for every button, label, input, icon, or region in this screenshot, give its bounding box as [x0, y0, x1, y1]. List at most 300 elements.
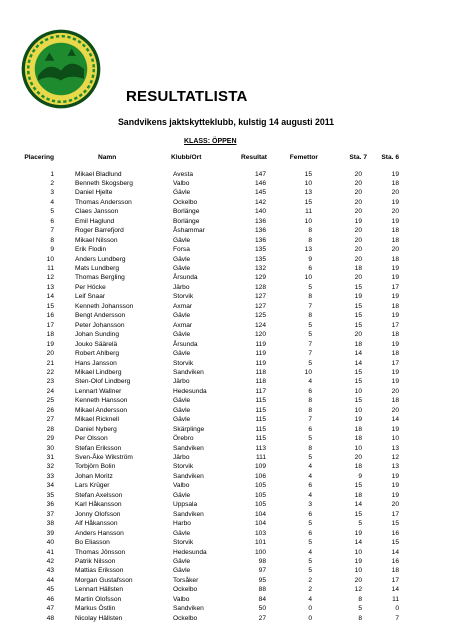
cell-sta6: 20	[391, 246, 399, 254]
cell-resultat: 103	[254, 529, 266, 537]
cell-name: Morgan Gustafsson	[75, 576, 133, 584]
cell-sta6: 17	[391, 283, 399, 291]
cell-femettor: 8	[308, 293, 312, 301]
cell-femettor: 10	[304, 368, 312, 376]
cell-sta6: 20	[391, 406, 399, 414]
cell-resultat: 135	[254, 246, 266, 254]
cell-name: Nicolay Hällsten	[75, 614, 123, 622]
table-row	[0, 207, 452, 217]
header-femettor: Femettor	[289, 154, 318, 161]
cell-club: Hedesunda	[173, 548, 207, 556]
cell-sta6: 18	[391, 227, 399, 235]
table-row	[0, 453, 452, 463]
table-header	[0, 153, 452, 163]
cell-name: Per Olsson	[75, 435, 108, 443]
cell-placering: 21	[46, 359, 54, 367]
cell-placering: 36	[46, 501, 54, 509]
cell-sta6: 16	[391, 557, 399, 565]
cell-sta6: 19	[391, 217, 399, 225]
cell-placering: 40	[46, 539, 54, 547]
cell-sta6: 20	[391, 208, 399, 216]
table-row	[0, 538, 452, 548]
cell-club: Storvik	[173, 293, 194, 301]
cell-femettor: 7	[308, 340, 312, 348]
cell-resultat: 136	[254, 236, 266, 244]
cell-sta7: 20	[354, 189, 362, 197]
cell-placering: 16	[46, 312, 54, 320]
cell-femettor: 6	[308, 265, 312, 272]
table-row	[0, 434, 452, 444]
cell-club: Sandviken	[173, 444, 204, 452]
header-sta7: Sta. 7	[349, 154, 367, 161]
cell-sta6: 13	[391, 444, 399, 452]
cell-sta7: 14	[354, 350, 362, 358]
cell-femettor: 5	[308, 435, 312, 443]
cell-sta7: 18	[354, 491, 362, 499]
table-row	[0, 264, 452, 274]
cell-placering: 23	[46, 378, 54, 386]
cell-club: Gävle	[173, 529, 191, 537]
cell-club: Gävle	[173, 557, 191, 565]
cell-placering: 31	[46, 454, 54, 461]
cell-club: Gävle	[173, 189, 191, 197]
cell-sta7: 18	[354, 425, 362, 433]
cell-name: Martin Olofsson	[75, 595, 122, 603]
cell-club: Årsunda	[173, 274, 198, 282]
cell-name: Johan Sunding	[75, 331, 119, 339]
cell-sta6: 20	[391, 387, 399, 395]
cell-sta6: 19	[391, 170, 399, 178]
cell-club: Harbo	[173, 520, 191, 528]
cell-name: Peter Johansson	[75, 321, 125, 329]
table-row	[0, 179, 452, 189]
cell-sta7: 18	[354, 463, 362, 471]
cell-resultat: 127	[254, 302, 266, 310]
cell-sta6: 15	[391, 520, 399, 528]
cell-name: Stefan Eriksson	[75, 444, 122, 452]
cell-sta6: 18	[391, 236, 399, 244]
cell-club: Hedesunda	[173, 387, 207, 395]
table-row	[0, 188, 452, 198]
table-row	[0, 387, 452, 397]
cell-resultat: 95	[258, 576, 266, 584]
cell-sta6: 10	[391, 435, 399, 443]
cell-name: Benneth Skogsberg	[75, 179, 133, 187]
cell-placering: 43	[46, 567, 54, 575]
cell-placering: 26	[46, 406, 54, 414]
cell-femettor: 5	[308, 567, 312, 575]
table-row	[0, 614, 452, 624]
cell-placering: 33	[46, 472, 54, 480]
cell-sta6: 18	[391, 397, 399, 405]
cell-sta6: 19	[391, 265, 399, 272]
cell-name: Anders Lundberg	[75, 255, 126, 263]
cell-femettor: 0	[308, 614, 312, 622]
table-row	[0, 245, 452, 255]
cell-femettor: 7	[308, 302, 312, 310]
cell-placering: 24	[46, 387, 54, 395]
cell-resultat: 111	[255, 454, 266, 461]
cell-name: Thomas Jönsson	[75, 548, 126, 556]
cell-femettor: 8	[308, 397, 312, 405]
cell-club: Gävle	[173, 255, 191, 263]
cell-sta7: 5	[358, 605, 362, 613]
cell-placering: 48	[46, 614, 54, 622]
cell-resultat: 118	[255, 378, 266, 386]
cell-name: Alf Håkansson	[75, 520, 118, 528]
cell-sta7: 19	[354, 217, 362, 225]
cell-resultat: 119	[255, 359, 266, 367]
cell-sta7: 10	[354, 567, 362, 575]
cell-sta7: 20	[354, 170, 362, 178]
cell-placering: 28	[46, 425, 54, 433]
cell-sta7: 19	[354, 293, 362, 301]
cell-resultat: 105	[254, 491, 266, 499]
cell-resultat: 146	[254, 179, 266, 187]
cell-name: Lars Krüger	[75, 482, 110, 490]
cell-sta6: 16	[391, 529, 399, 537]
cell-femettor: 5	[308, 283, 312, 291]
cell-femettor: 13	[304, 246, 312, 254]
cell-sta6: 19	[391, 425, 399, 433]
cell-placering: 5	[50, 208, 54, 216]
cell-resultat: 120	[254, 331, 266, 339]
cell-femettor: 11	[305, 208, 312, 216]
cell-resultat: 101	[254, 539, 266, 547]
cell-sta7: 18	[354, 340, 362, 348]
cell-femettor: 6	[308, 425, 312, 433]
table-row	[0, 377, 452, 387]
cell-placering: 41	[46, 548, 54, 556]
cell-resultat: 142	[254, 198, 266, 206]
cell-placering: 37	[46, 510, 54, 518]
cell-resultat: 27	[258, 614, 266, 622]
cell-femettor: 5	[308, 539, 312, 547]
cell-sta6: 18	[391, 350, 399, 358]
cell-femettor: 4	[308, 491, 312, 499]
table-row	[0, 217, 452, 227]
cell-name: Leif Snaar	[75, 293, 106, 301]
cell-name: Kenneth Hansson	[75, 397, 128, 405]
cell-club: Järbo	[173, 378, 190, 386]
cell-placering: 15	[46, 302, 54, 310]
table-row	[0, 359, 452, 369]
cell-name: Johan Moritz	[75, 472, 113, 480]
cell-sta6: 19	[391, 368, 399, 376]
cell-name: Lennart Hällsten	[75, 586, 124, 594]
cell-placering: 4	[50, 198, 54, 206]
cell-placering: 30	[46, 444, 54, 452]
cell-club: Storvik	[173, 359, 194, 367]
table-row	[0, 406, 452, 416]
header-klubb: Klubb/Ort	[171, 154, 202, 161]
cell-resultat: 147	[254, 170, 266, 178]
cell-name: Kenneth Johansson	[75, 302, 134, 310]
cell-name: Hans Jansson	[75, 359, 117, 367]
cell-sta7: 15	[354, 283, 362, 291]
cell-femettor: 8	[308, 312, 312, 320]
cell-sta7: 19	[354, 529, 362, 537]
cell-resultat: 109	[254, 463, 266, 471]
event-subtitle: Sandvikens jaktskytteklubb, kulstig 14 augusti 2011	[117, 117, 335, 127]
cell-resultat: 145	[254, 189, 266, 197]
cell-club: Ockelbo	[173, 198, 198, 206]
cell-femettor: 8	[308, 444, 312, 452]
cell-name: Thomas Andersson	[75, 198, 132, 206]
table-row	[0, 226, 452, 236]
table-row	[0, 170, 452, 180]
cell-sta6: 7	[395, 614, 399, 622]
cell-sta6: 20	[391, 189, 399, 197]
cell-femettor: 4	[308, 548, 312, 556]
table-row	[0, 491, 452, 501]
cell-resultat: 113	[255, 444, 266, 452]
cell-placering: 14	[46, 293, 54, 301]
cell-resultat: 118	[255, 368, 266, 376]
cell-sta7: 20	[354, 576, 362, 584]
table-row	[0, 273, 452, 283]
cell-sta6: 19	[391, 491, 399, 499]
cell-sta6: 12	[391, 454, 399, 461]
cell-placering: 7	[50, 227, 54, 235]
cell-sta6: 17	[391, 321, 399, 329]
cell-name: Thomas Bergling	[75, 274, 125, 282]
cell-placering: 8	[50, 236, 54, 244]
cell-name: Anders Hansson	[75, 529, 124, 537]
cell-sta7: 19	[354, 557, 362, 565]
cell-name: Daniel Nyberg	[75, 425, 117, 433]
cell-placering: 1	[50, 170, 54, 178]
cell-name: Patrik Nilsson	[75, 557, 116, 565]
header-sta6: Sta. 6	[381, 154, 399, 161]
cell-femettor: 10	[304, 217, 312, 225]
cell-placering: 6	[50, 217, 54, 225]
cell-femettor: 3	[308, 501, 312, 509]
cell-club: Sandviken	[173, 605, 204, 613]
page-title: RESULTATLISTA	[126, 88, 248, 105]
cell-sta7: 20	[354, 454, 362, 461]
cell-resultat: 135	[254, 255, 266, 263]
cell-femettor: 8	[308, 406, 312, 414]
cell-placering: 39	[46, 529, 54, 537]
cell-placering: 25	[46, 397, 54, 405]
cell-sta6: 18	[391, 331, 399, 339]
table-row	[0, 415, 452, 425]
cell-sta7: 15	[354, 321, 362, 329]
cell-club: Valbo	[173, 595, 190, 603]
cell-sta7: 18	[354, 435, 362, 443]
table-row	[0, 340, 452, 350]
cell-placering: 22	[46, 368, 54, 376]
cell-name: Sven-Åke Wikström	[75, 454, 133, 461]
table-row	[0, 321, 452, 331]
cell-name: Mats Lundberg	[75, 265, 119, 272]
cell-resultat: 100	[254, 548, 266, 556]
cell-sta7: 8	[358, 595, 362, 603]
cell-femettor: 8	[308, 236, 312, 244]
cell-femettor: 10	[304, 179, 312, 187]
cell-resultat: 97	[258, 567, 266, 575]
table-row	[0, 302, 452, 312]
cell-sta7: 20	[354, 246, 362, 254]
cell-femettor: 9	[308, 255, 312, 263]
cell-femettor: 5	[308, 520, 312, 528]
cell-sta7: 20	[354, 198, 362, 206]
cell-placering: 32	[46, 463, 54, 471]
header-resultat: Resultat	[240, 154, 267, 161]
cell-resultat: 115	[255, 397, 266, 405]
cell-club: Årsunda	[173, 340, 198, 348]
cell-name: Torbjörn Bolin	[75, 463, 116, 471]
cell-club: Sandviken	[173, 510, 204, 518]
cell-club: Gävle	[173, 406, 191, 414]
table-row	[0, 368, 452, 378]
cell-femettor: 15	[304, 198, 312, 206]
cell-sta6: 19	[391, 312, 399, 320]
table-row	[0, 292, 452, 302]
cell-sta7: 20	[354, 179, 362, 187]
table-row	[0, 472, 452, 482]
cell-resultat: 128	[254, 283, 266, 291]
cell-femettor: 5	[308, 557, 312, 565]
cell-club: Gävle	[173, 416, 191, 424]
cell-femettor: 6	[308, 387, 312, 395]
cell-placering: 17	[46, 321, 54, 329]
cell-sta6: 19	[391, 482, 399, 490]
cell-club: Järbo	[173, 454, 190, 461]
cell-club: Gävle	[173, 567, 191, 575]
cell-club: Sandviken	[173, 472, 204, 480]
cell-femettor: 4	[308, 472, 312, 480]
cell-club: Ockelbo	[173, 614, 198, 622]
header-placering: Placering	[24, 154, 54, 161]
cell-club: Valbo	[173, 482, 190, 490]
cell-placering: 46	[46, 595, 54, 603]
cell-femettor: 5	[308, 331, 312, 339]
table-row	[0, 585, 452, 595]
cell-sta6: 19	[391, 472, 399, 480]
cell-sta7: 20	[354, 236, 362, 244]
cell-club: Ockelbo	[173, 586, 198, 594]
cell-sta7: 15	[354, 368, 362, 376]
table-row	[0, 236, 452, 246]
cell-sta6: 15	[391, 539, 399, 547]
cell-club: Axmar	[173, 302, 193, 310]
cell-sta6: 19	[391, 293, 399, 301]
cell-sta6: 17	[391, 359, 399, 367]
cell-sta6: 11	[392, 595, 399, 603]
cell-sta6: 20	[391, 501, 399, 509]
cell-sta7: 15	[354, 510, 362, 518]
cell-name: Per Höcke	[75, 283, 106, 291]
cell-resultat: 129	[254, 274, 266, 282]
cell-placering: 34	[46, 482, 54, 490]
cell-resultat: 98	[258, 557, 266, 565]
cell-sta6: 17	[391, 510, 399, 518]
cell-sta7: 20	[354, 255, 362, 263]
cell-sta6: 17	[391, 576, 399, 584]
cell-club: Järbo	[173, 283, 190, 291]
cell-sta6: 19	[391, 274, 399, 282]
cell-placering: 38	[46, 520, 54, 528]
cell-name: Mikael Bladlund	[75, 170, 122, 178]
cell-sta6: 19	[391, 340, 399, 348]
cell-femettor: 6	[308, 510, 312, 518]
table-row	[0, 510, 452, 520]
cell-resultat: 104	[254, 520, 266, 528]
cell-femettor: 15	[304, 170, 312, 178]
cell-resultat: 84	[258, 595, 266, 603]
cell-club: Gävle	[173, 350, 191, 358]
cell-name: Jonny Olofsson	[75, 510, 121, 518]
cell-club: Skärplinge	[173, 425, 205, 433]
cell-resultat: 136	[254, 227, 266, 235]
cell-sta7: 10	[354, 387, 362, 395]
cell-placering: 11	[47, 265, 54, 272]
cell-placering: 18	[46, 331, 54, 339]
cell-sta7: 15	[354, 312, 362, 320]
cell-placering: 2	[50, 179, 54, 187]
cell-placering: 47	[46, 605, 54, 613]
cell-placering: 19	[46, 340, 54, 348]
table-row	[0, 529, 452, 539]
cell-sta6: 18	[391, 179, 399, 187]
table-row	[0, 396, 452, 406]
club-emblem-icon	[20, 28, 102, 110]
cell-placering: 35	[46, 491, 54, 499]
cell-club: Forsa	[173, 246, 190, 254]
cell-femettor: 6	[308, 482, 312, 490]
cell-club: Torsåker	[173, 576, 199, 584]
cell-name: Mikael Lindberg	[75, 368, 122, 376]
cell-name: Mikael Ricknell	[75, 416, 119, 424]
cell-placering: 45	[46, 586, 54, 594]
cell-sta6: 18	[391, 567, 399, 575]
cell-name: Lennart Wallner	[75, 387, 122, 395]
cell-club: Gävle	[173, 265, 191, 272]
cell-resultat: 127	[254, 293, 266, 301]
table-row	[0, 595, 452, 605]
cell-femettor: 2	[308, 586, 312, 594]
cell-name: Daniel Hjelte	[75, 189, 113, 197]
cell-resultat: 125	[254, 312, 266, 320]
cell-name: Jouko Säärelä	[75, 340, 118, 348]
table-row	[0, 557, 452, 567]
cell-sta7: 15	[354, 378, 362, 386]
cell-femettor: 6	[308, 529, 312, 537]
table-row	[0, 604, 452, 614]
cell-sta6: 14	[391, 586, 399, 594]
cell-femettor: 7	[308, 416, 312, 424]
cell-femettor: 10	[304, 274, 312, 282]
cell-name: Mikael Andersson	[75, 406, 128, 414]
cell-name: Roger Barrefjord	[75, 227, 124, 235]
cell-sta6: 19	[391, 378, 399, 386]
header-namn: Namn	[98, 154, 117, 161]
cell-sta6: 19	[391, 198, 399, 206]
cell-club: Borlänge	[173, 217, 200, 225]
cell-club: Gävle	[173, 397, 191, 405]
cell-resultat: 115	[255, 425, 266, 433]
cell-name: Markus Östlin	[75, 605, 116, 613]
table-row	[0, 548, 452, 558]
cell-name: Mikael Nilsson	[75, 236, 118, 244]
cell-sta7: 9	[358, 472, 362, 480]
cell-name: Stefan Axelsson	[75, 491, 123, 499]
cell-placering: 12	[46, 274, 54, 282]
cell-club: Borlänge	[173, 208, 200, 216]
cell-resultat: 115	[255, 406, 266, 414]
